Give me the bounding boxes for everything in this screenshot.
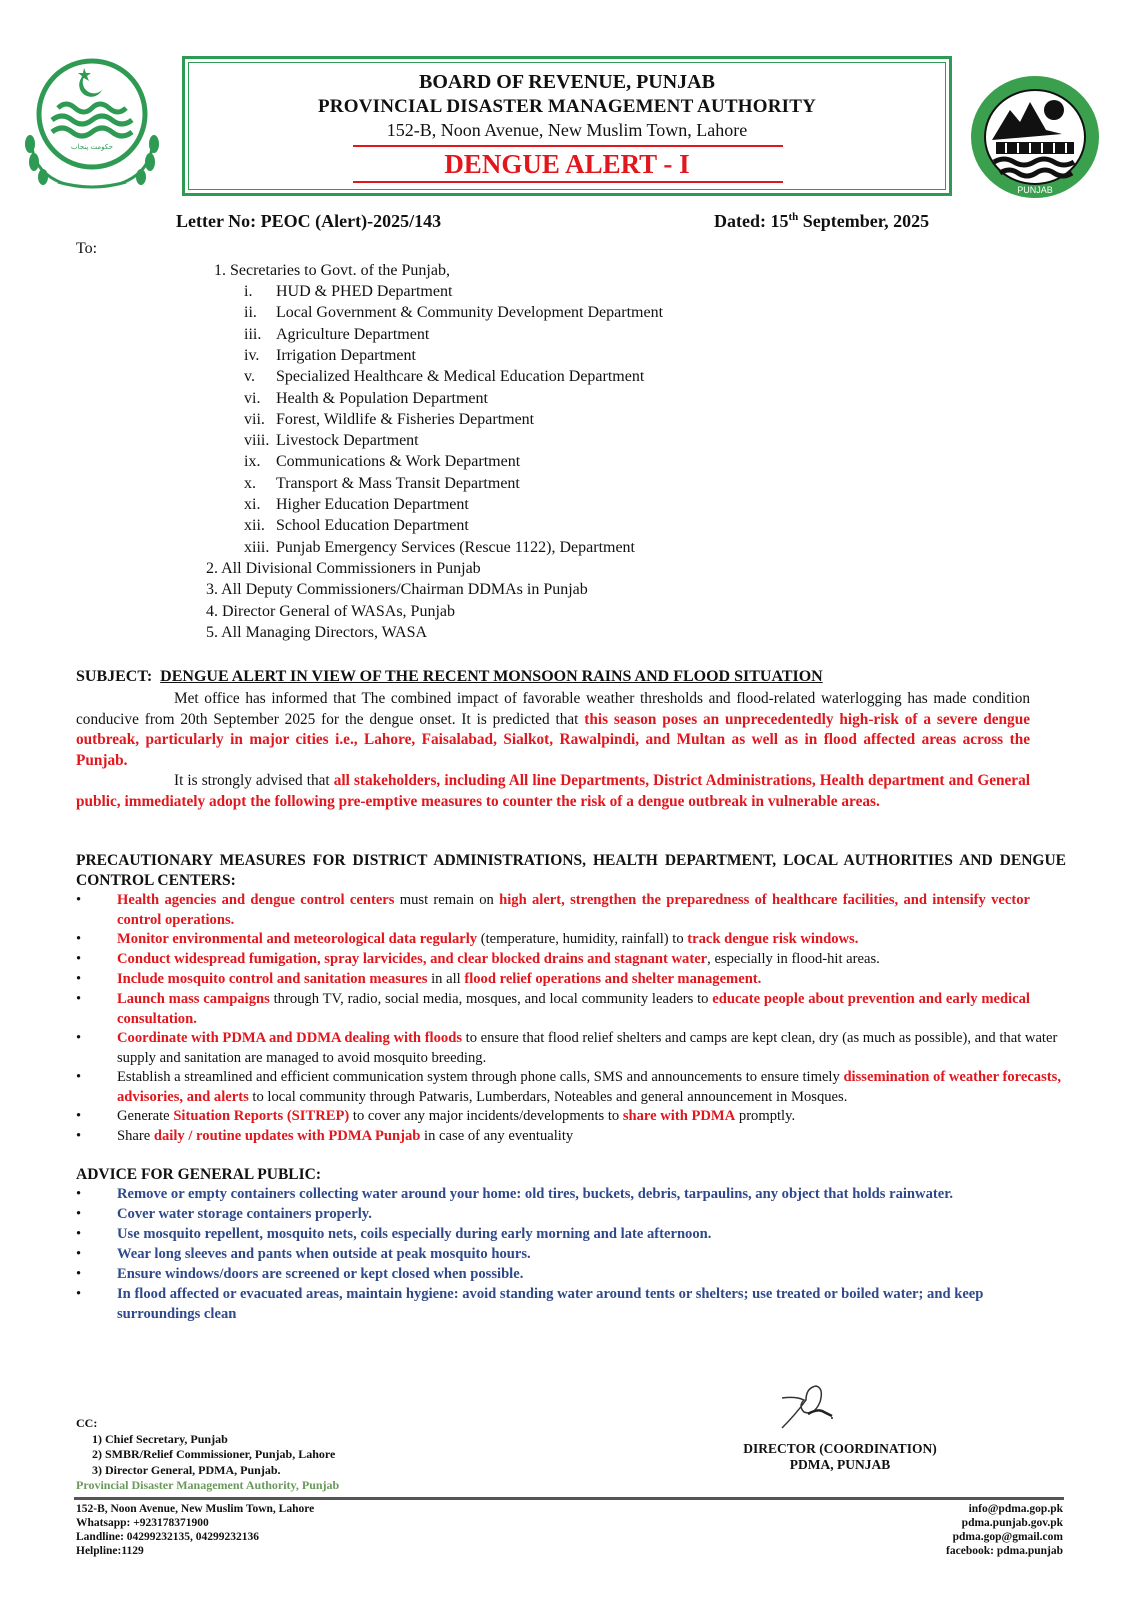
- precaution-plain: in case of any eventuality: [420, 1128, 574, 1144]
- bullet-icon: •: [76, 1069, 82, 1085]
- precaution-plain: to cover any major incidents/developments to: [349, 1108, 623, 1124]
- recipient-secretaries: 1. Secretaries to Govt. of the Punjab,: [214, 262, 450, 279]
- recipient-item: 5. All Managing Directors, WASA: [206, 623, 428, 641]
- department-name: School Education Department: [276, 517, 469, 535]
- footer-address: 152-B, Noon Avenue, New Muslim Town, Lahore: [76, 1503, 315, 1515]
- precaution-text: [117, 970, 1066, 990]
- precaution-plain: through TV, radio, social media, mosques, and local community leaders to: [269, 991, 713, 1007]
- precaution-text: [117, 930, 1066, 950]
- precaution-highlight: track dengue risk windows.: [687, 931, 859, 947]
- public-advice-title: ADVICE FOR GENERAL PUBLIC:: [76, 1166, 322, 1183]
- precaution-plain: Generate: [117, 1108, 174, 1124]
- precaution-plain: Establish a streamlined and efficient communication system through phone calls, SMS and announcements to ensure timely: [117, 1069, 844, 1085]
- precaution-highlight: dissemination of weather forecasts, advisories, and alerts: [117, 1069, 1061, 1105]
- paragraph-met-office: [76, 689, 1030, 771]
- emblem-urdu-text: حکومت پنجاب: [71, 143, 113, 151]
- precaution-highlight: daily / routine updates with PDMA Punjab: [153, 1128, 421, 1144]
- department-number: vi.: [244, 389, 261, 407]
- advice-text: Use mosquito repellent, mosquito nets, coils especially during early morning and late afternoon.: [117, 1226, 712, 1242]
- footer-org-name: Provincial Disaster Management Authority, Punjab: [76, 1478, 340, 1492]
- punjab-government-emblem-icon: [18, 52, 166, 194]
- department-number: viii.: [244, 432, 270, 450]
- cc-label: CC:: [76, 1416, 98, 1430]
- department-name: Punjab Emergency Services (Rescue 1122), Department: [276, 538, 635, 556]
- bullet-icon: •: [76, 1226, 82, 1242]
- advice-item: [76, 1285, 1066, 1324]
- department-name: Agriculture Department: [276, 325, 430, 343]
- advice-text: Wear long sleeves and pants when outside at peak mosquito hours.: [117, 1246, 531, 1262]
- advice-item: [76, 1225, 1066, 1245]
- precaution-text: [117, 1029, 1066, 1068]
- signatory-block: [690, 1441, 990, 1473]
- department-name: Specialized Healthcare & Medical Education Department: [276, 368, 645, 386]
- precaution-highlight: educate people about prevention and early medical consultation.: [117, 991, 1030, 1027]
- department-name: Transport & Mass Transit Department: [276, 474, 520, 492]
- advice-item: [76, 1245, 1066, 1265]
- footer-website-link[interactable]: pdma.punjab.gov.pk: [961, 1517, 1063, 1529]
- signatory-title: DIRECTOR (COORDINATION): [743, 1441, 937, 1456]
- precaution-plain: , especially in flood-hit areas.: [707, 951, 880, 967]
- date-day: Dated: 15: [714, 211, 789, 231]
- department-item: [244, 431, 419, 451]
- date-ordinal: th: [788, 211, 799, 223]
- bullet-icon: •: [76, 951, 82, 967]
- bullet-icon: •: [76, 1108, 82, 1124]
- precaution-highlight: Health agencies and dengue control centers: [117, 892, 395, 908]
- precaution-text: [117, 1068, 1066, 1107]
- precaution-plain: (temperature, humidity, rainfall) to: [477, 931, 688, 947]
- org-address: 152-B, Noon Avenue, New Muslim Town, Lahore: [386, 120, 748, 140]
- precaution-highlight: Coordinate with PDMA and DDMA dealing with floods: [117, 1030, 463, 1046]
- footer-gmail-link[interactable]: pdma.gop@gmail.com: [952, 1531, 1063, 1543]
- bullet-icon: •: [76, 892, 82, 908]
- recipient-item: 4. Director General of WASAs, Punjab: [206, 602, 455, 620]
- paragraph-advisory: [76, 771, 1030, 812]
- department-name: Livestock Department: [276, 432, 419, 450]
- department-item: [244, 538, 635, 558]
- advice-text: Cover water storage containers properly.: [117, 1206, 372, 1222]
- department-number: xii.: [244, 517, 265, 535]
- cc-block: [76, 1416, 335, 1478]
- department-number: ix.: [244, 453, 261, 471]
- footer-contact-right: [946, 1502, 1063, 1558]
- footer-facebook-link[interactable]: facebook: pdma.punjab: [946, 1545, 1063, 1557]
- cc-item: 2) SMBR/Relief Commissioner, Punjab, Lahore: [92, 1447, 336, 1461]
- precaution-item: [76, 1107, 1066, 1127]
- footer-email-link[interactable]: info@pdma.gop.pk: [968, 1503, 1063, 1515]
- punjab-government-emblem: [18, 52, 166, 194]
- subject-text: DENGUE ALERT IN VIEW OF THE RECENT MONSOON RAINS AND FLOOD SITUATION: [160, 668, 823, 685]
- precaution-plain: promptly.: [735, 1108, 796, 1124]
- subject-label: SUBJECT:: [76, 668, 153, 685]
- advice-text: In flood affected or evacuated areas, maintain hygiene: avoid standing water around tents or shelters; use treated or boiled water; and keep surroundings clean: [117, 1286, 984, 1322]
- department-item: [244, 410, 534, 430]
- department-number: v.: [244, 368, 255, 386]
- paragraph-1-text: Met office has informed that The combined impact of favorable weather thresholds and flood-related waterlogging has made condition conducive from 20th September 2025 for the dengue onset. It is predicted that: [76, 690, 1030, 728]
- department-name: Higher Education Department: [276, 496, 469, 513]
- precaution-item: [76, 970, 1066, 990]
- precaution-plain: to local community through Patwaris, Lumberdars, Noteables and general announcement in Mosques.: [248, 1088, 848, 1105]
- precautions-title: PRECAUTIONARY MEASURES FOR DISTRICT ADMINISTRATIONS, HEALTH DEPARTMENT, LOCAL AUTHORITIES AND DENGUE CONTROL CENTERS:: [76, 852, 1066, 889]
- title-rule-top: [353, 145, 783, 147]
- bullet-icon: •: [76, 1246, 82, 1262]
- advice-item: [76, 1185, 1066, 1205]
- cc-item: 1) Chief Secretary, Punjab: [92, 1431, 228, 1446]
- department-number: x.: [244, 474, 256, 492]
- department-item: [244, 325, 429, 345]
- recipient-item: 2. All Divisional Commissioners in Punjab: [206, 560, 481, 577]
- department-name: Forest, Wildlife & Fisheries Department: [276, 410, 535, 428]
- precaution-plain: to ensure that flood relief shelters and camps are kept clean, dry (as much as possible), and that water supply and sanitation are managed to avoid mosquito breeding.: [117, 1030, 1058, 1066]
- department-item: [244, 452, 520, 472]
- paragraph-2-highlight: all stakeholders, including All line Departments, District Administrations, Health department and General public, immediately adopt the following pre-emptive measures to counter the risk of a dengue outbreak in vulnerable areas.: [76, 772, 1030, 810]
- bullet-icon: •: [76, 1030, 82, 1046]
- precaution-text: [117, 950, 1066, 970]
- footer-divider: [74, 1497, 1064, 1500]
- precaution-item: [76, 990, 1030, 1029]
- letter-date: [714, 210, 929, 232]
- footer-helpline: Helpline:1129: [76, 1545, 144, 1557]
- department-name: Health & Population Department: [276, 389, 488, 407]
- bullet-icon: •: [76, 931, 82, 947]
- precaution-item: [76, 930, 1066, 950]
- footer-landline: Landline: 04299232135, 04299232136: [76, 1531, 260, 1543]
- title-rule-bottom: [353, 181, 783, 183]
- department-item: [244, 367, 644, 387]
- advice-text: Remove or empty containers collecting water around your home: old tires, buckets, debris, tarpaulins, any object that holds rainwater.: [117, 1186, 954, 1202]
- precaution-highlight: Situation Reports (SITREP): [173, 1108, 350, 1124]
- date-month-year: September, 2025: [798, 211, 930, 231]
- precaution-highlight: flood relief operations and shelter management.: [464, 971, 762, 987]
- department-number: xiii.: [244, 538, 270, 556]
- bullet-icon: •: [76, 1266, 82, 1282]
- precaution-plain: Share: [117, 1128, 154, 1144]
- bullet-icon: •: [76, 1128, 82, 1144]
- letter-number: Letter No: PEOC (Alert)-2025/143: [176, 211, 442, 231]
- department-name: Communications & Work Department: [276, 453, 521, 471]
- bullet-icon: •: [76, 1286, 82, 1302]
- precaution-item: [76, 1068, 1066, 1107]
- department-number: ii.: [244, 304, 257, 322]
- recipient-item: 3. All Deputy Commissioners/Chairman DDMAs in Punjab: [206, 581, 588, 599]
- department-item: [244, 389, 488, 409]
- subject-line: [76, 667, 823, 687]
- precaution-plain: must remain on: [394, 892, 500, 908]
- cc-item: 3) Director General, PDMA, Punjab.: [92, 1462, 281, 1477]
- seal-text-punjab: PUNJAB: [1017, 185, 1053, 195]
- org-name-board-of-revenue: BOARD OF REVENUE, PUNJAB: [419, 71, 715, 93]
- department-item: [244, 282, 452, 302]
- precaution-item: [76, 1029, 1066, 1068]
- department-number: iv.: [244, 346, 260, 364]
- advice-text: Ensure windows/doors are screened or kept closed when possible.: [117, 1266, 524, 1282]
- footer-whatsapp: Whatsapp: +923178371900: [76, 1517, 209, 1529]
- pdma-seal-icon: [966, 72, 1104, 202]
- department-item: [244, 516, 469, 536]
- advice-item: [76, 1205, 1066, 1225]
- precaution-item: [76, 891, 1030, 930]
- precaution-highlight: Conduct widespread fumigation, spray larvicides, and clear blocked drains and stagnant water: [117, 951, 708, 967]
- department-number: iii.: [244, 325, 262, 343]
- paragraph-2-text: It is strongly advised that: [174, 772, 334, 789]
- precaution-item: [76, 1127, 1066, 1147]
- footer-contact-left: [76, 1502, 314, 1558]
- bullet-icon: •: [76, 971, 82, 987]
- bullet-icon: •: [76, 1206, 82, 1222]
- precaution-plain: in all: [427, 971, 465, 987]
- paragraph-1-highlight: this season poses an unprecedentedly high-risk of a severe dengue outbreak, particularly in major cities i.e., Lahore, Faisalabad, Sialkot, Rawalpindi, and Multan as well as in flood affected areas across the Punjab.: [76, 710, 1030, 769]
- signatory-org: PDMA, PUNJAB: [789, 1457, 891, 1472]
- department-name: Local Government & Community Development Department: [276, 304, 664, 322]
- precaution-highlight: high alert, strengthen the preparedness of healthcare facilities, and intensify vector control operations.: [117, 892, 1030, 928]
- precaution-text: [117, 1107, 1066, 1127]
- department-item: [244, 495, 469, 515]
- precaution-highlight: share with PDMA: [622, 1108, 736, 1124]
- department-item: [244, 303, 663, 323]
- department-item: [244, 474, 520, 494]
- org-name-pdma: PROVINCIAL DISASTER MANAGEMENT AUTHORITY: [317, 96, 817, 117]
- department-item: [244, 346, 416, 366]
- precaution-highlight: Include mosquito control and sanitation measures: [117, 971, 428, 987]
- department-number: xi.: [244, 496, 261, 513]
- precaution-item: [76, 950, 1066, 970]
- alert-title: DENGUE ALERT - I: [444, 149, 690, 179]
- precaution-highlight: Launch mass campaigns: [117, 991, 270, 1007]
- signature-icon: [780, 1384, 850, 1430]
- precaution-text: [117, 990, 1030, 1029]
- precaution-text: [117, 1127, 1066, 1147]
- bullet-icon: •: [76, 991, 82, 1007]
- department-number: vii.: [244, 410, 265, 428]
- department-number: i.: [244, 283, 253, 300]
- department-name: Irrigation Department: [276, 346, 416, 364]
- to-label: To:: [76, 240, 98, 257]
- advice-item: [76, 1265, 1066, 1285]
- precaution-text: [117, 891, 1030, 930]
- precaution-highlight: Monitor environmental and meteorological data regularly: [117, 931, 478, 947]
- letterhead-box: [182, 56, 952, 196]
- department-name: HUD & PHED Department: [276, 283, 453, 300]
- bullet-icon: •: [76, 1186, 82, 1202]
